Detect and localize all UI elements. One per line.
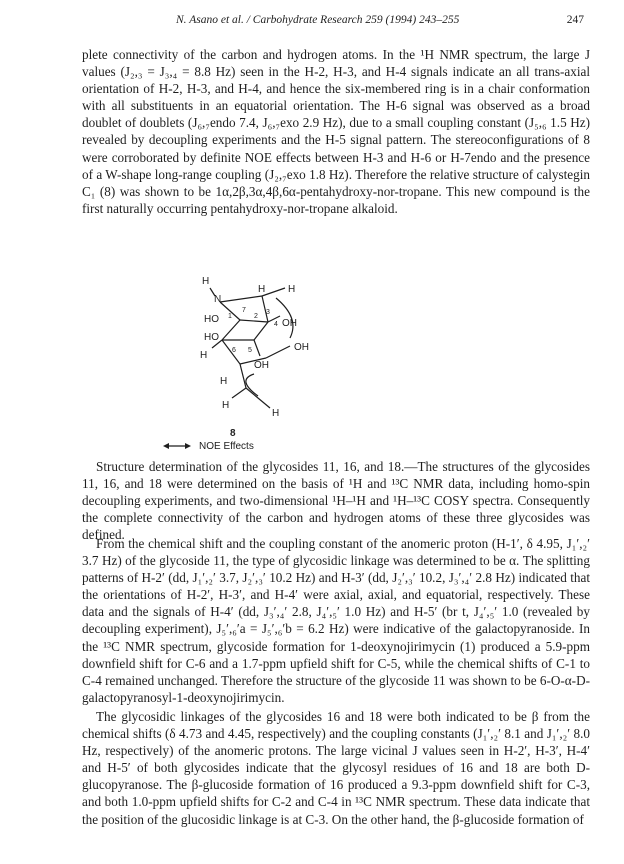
atom-label: HO	[204, 332, 219, 343]
bond	[246, 388, 270, 408]
atom-label: N	[214, 294, 222, 305]
atom-label: H	[220, 376, 228, 387]
calystegin-structure-diagram	[150, 268, 450, 446]
bond	[254, 322, 268, 340]
atom-label: H	[202, 276, 210, 287]
bond	[232, 388, 246, 398]
paragraph-nmr-conformation: plete connectivity of the carbon and hydrogen atoms. In the ¹H NMR spectrum, the large J values (J₂,₃ = J₃,₄ = 8.8 Hz) seen in the H-2, H-3, and H-4 signals indicate an all trans-axial orientation of H-2, H-3, and H-4, and hence the six-membered ring is in a chair conformation with all substituents in an equatorial orientation. The H-6 signal was observed as a broad doublet of doublets (J₆,₇endo 7.4, J₆,₇exo 2.9 Hz), due to a small coupling constant (J₅,₆ 1.5 Hz) revealed by decoupling experiments and the H-5 signal pattern. The stereoconfigurations of 8 were corroborated by definite NOE effects between H-3 and H-6 or H-7endo and the presence of a W-shape long-range coupling (J₂,₇exo 1.8 Hz). Therefore the relative structure of calystegin C₁ (8) was shown to be 1α,2β,3α,4β,6α-pentahydroxy-nor-tropane. This new compound is the first naturally occurring pentahydroxy-nor-tropane alkaloid.	[82, 47, 590, 216]
bond	[222, 340, 240, 364]
bond	[262, 288, 285, 296]
legend-label: NOE Effects	[199, 441, 254, 452]
paragraph-glycosides-16-18: The glycosidic linkages of the glycosides 16 and 18 were both indicated to be β from the chemical shifts (δ 4.73 and 4.45, respectively) and the coupling constants (J₁′,₂′ 8.1 and J₁′,₂′ 8.0 Hz, respectively) of the anomeric protons. The large vicinal J values seen in H-2′, H-3′, H-4′ and H-5′ of both glycosides indicate that the glycosyl residues of 16 and 18 are both D-glucopyranose. The β-glucoside formation of 16 produced a 9.3-ppm downfield shift for C-3, and both 1.0-ppm upfield shifts for C-2 and C-4 in ¹³C NMR spectrum. These data indicate that the position of the glucosidic linkage is at C-3. On the other hand, the β-glucoside formation of	[82, 709, 590, 827]
atom-label: 1	[228, 313, 232, 320]
atom-label: HO	[204, 314, 219, 325]
atom-label: OH	[294, 342, 309, 353]
page-number: 247	[566, 14, 584, 26]
atom-label: OH	[254, 360, 269, 371]
atom-label: 5	[248, 347, 252, 354]
paragraph-structure-determination: Structure determination of the glycosides 11, 16, and 18.—The structures of the glycosides 11, 16, and 18 were determined on the basis of ¹H and ¹³C NMR data, including homo-spin decoupling experiments, and two-dimensional ¹H–¹H and ¹H–¹³C COSY spectra. Consequently the complete connectivity of the carbon and hydrogen atoms of these three glycosides was defined.	[82, 459, 590, 543]
atom-label: 6	[232, 347, 236, 354]
atom-label: H	[222, 400, 230, 411]
atom-label: H	[258, 284, 266, 295]
atom-label: 3	[266, 309, 270, 316]
bond	[254, 340, 260, 356]
atom-label: 7	[242, 307, 246, 314]
structure-figure	[150, 268, 450, 446]
page-header	[92, 14, 584, 30]
compound-number: 8	[230, 428, 236, 439]
figure-legend	[163, 441, 254, 452]
atom-label: 2	[254, 313, 258, 320]
journal-citation: N. Asano et al. / Carbohydrate Research 259 (1994) 243–255	[176, 14, 460, 26]
atom-label: H	[272, 408, 280, 419]
atom-label: 4	[274, 321, 278, 328]
bond	[220, 296, 262, 302]
bond	[222, 320, 240, 340]
bond	[240, 320, 268, 322]
paragraph-glycoside-11: From the chemical shift and the coupling constant of the anomeric proton (H-1′, δ 4.95, J₁′,₂′ 3.7 Hz) of the glycoside 11, the type of glycosidic linkage was determined to be α. The splitting patterns of H-2′ (dd, J₁′,₂′ 3.7, J₂′,₃′ 10.2 Hz) and H-3′ (dd, J₂′,₃′ 10.2, J₃′,₄′ 2.8 Hz) indicated that the orientations of H-2′, H-3′, and H-4′ were axial, axial, and equatorial, respectively. These data and the signals of H-4′ (dd, J₃′,₄′ 2.8, J₄′,₅′ 1.0 Hz) and H-5′ (br t, J₄′,₅′ 1.0 (revealed by decoupling experiment), J₅′,₆′a = J₅′,₆′b = 6.2 Hz) were indicative of the galactopyranoside. In the ¹³C NMR spectrum, glycoside formation for 1-deoxynojirimycin (1) produced a 5.9-ppm downfield shift for C-6 and a 1.7-ppm upfield shift for C-5, while the chemical shifts of C-1 to C-4 remained unchanged. Therefore the structure of the glycoside 11 was shown to be 6-O-α-D-galactopyranosyl-1-deoxynojirimycin.	[82, 536, 590, 705]
atom-label: OH	[282, 318, 297, 329]
bond	[240, 364, 246, 388]
atom-label: H	[288, 284, 296, 295]
atom-label: H	[200, 350, 208, 361]
double-arrow-icon	[163, 442, 191, 450]
bond	[266, 346, 290, 358]
